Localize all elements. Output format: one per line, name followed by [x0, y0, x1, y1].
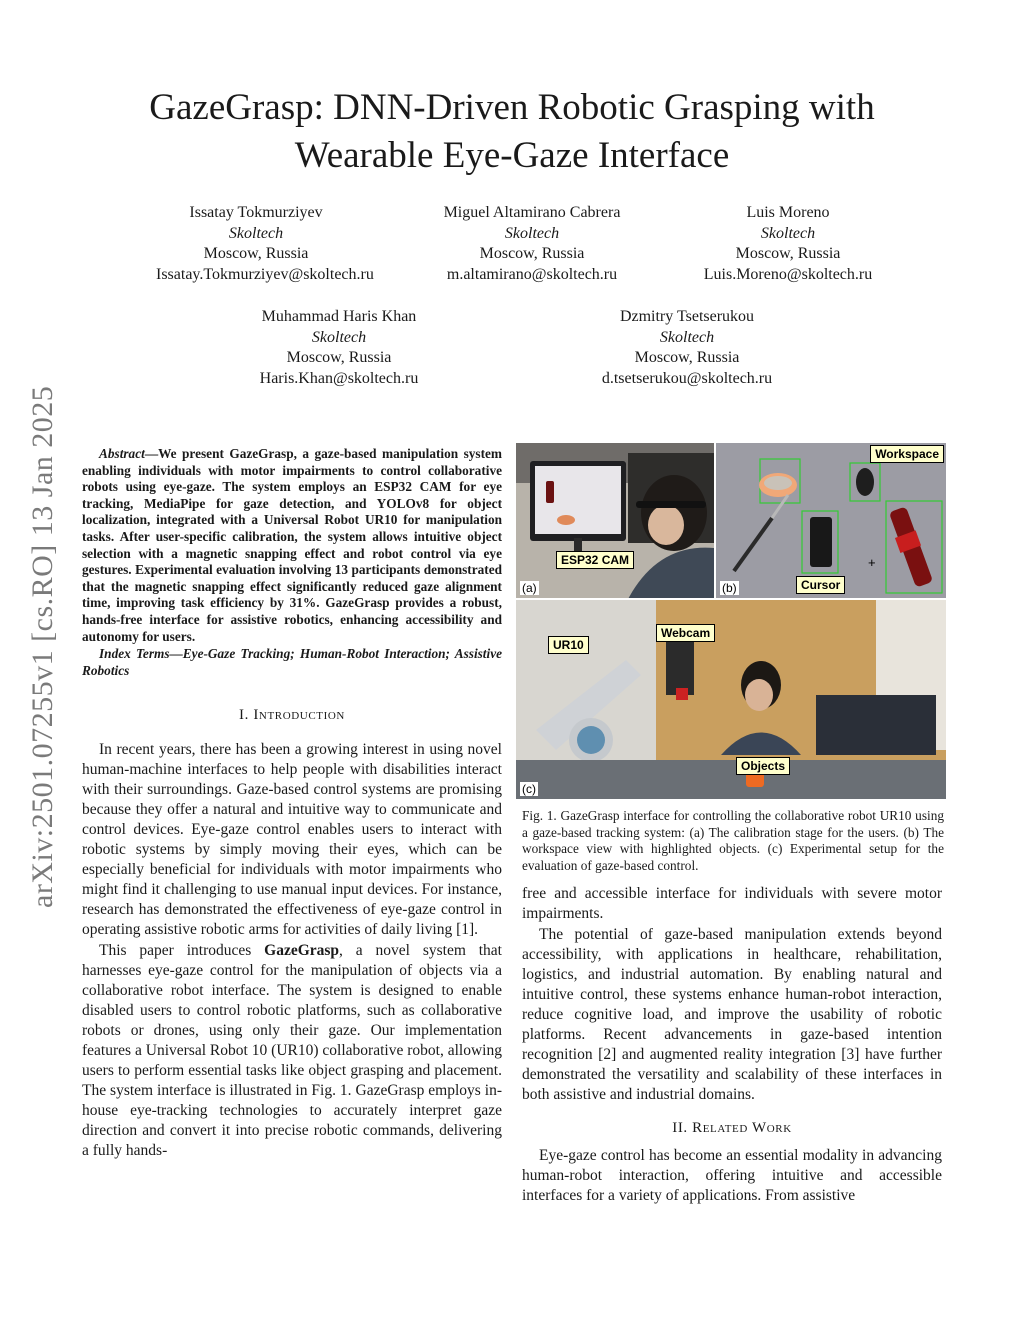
author-email: m.altamirano@skoltech.ru [446, 265, 618, 283]
author-block [414, 203, 650, 285]
paper-title [90, 84, 934, 180]
author-name: Muhammad Haris Khan [261, 308, 417, 325]
experiment-setup-photo [516, 600, 946, 799]
intro-paragraph-3: The potential of gaze-based manipulation extends beyond accessibility, with applications in healthcare, rehabilitation, logistics, and industrial automation. By enabling natural and intuitive control, these systems enhance human-robot interaction, reduce cognitive load, and improve the usability of robotic platforms. Recent advancements in gaze-based intention recognition [2] and augmented reality integration [3] have further demonstrated the versatility and scalability of these interfaces in both assistive and industrial domains. [522, 926, 942, 1103]
title-line-1: GazeGrasp: DNN-Driven Robotic Grasping with [149, 87, 875, 128]
author-name: Miguel Altamirano Cabrera [443, 204, 621, 221]
intro-p2-rest: , a novel system that harnesses eye-gaze control for the manipulation of objects via a collaborative robot interface. The system is designed to enable disabled users to control robotic platforms, such as collaborative robots or drones, using only their gaze. Our implementation features a Universal Robot 10 (UR10) collaborative robot, allowing users to perform essential tasks like object grasping and placement. The system interface is illustrated in Fig. 1. GazeGrasp employs in-house eye-tracking technologies to accurately interpret gaze direction and convert it into precise robotic commands, delivering a fully hands- [82, 942, 502, 1160]
panel-label-a: (a) [522, 581, 537, 595]
calibration-photo [516, 443, 714, 598]
tag-ur10: UR10 [548, 636, 589, 654]
author-location: Moscow, Russia [479, 245, 585, 263]
panel-label-c: (c) [522, 782, 536, 796]
abstract-text: —We present GazeGrasp, a gaze-based manipulation system enabling individuals with motor impairments to control collaborative robots using eye-gaze. The system employs an ESP32 CAM for eye tracking, MediaPipe for gaze detection, and YOLOv8 for object localization, integrated with a Universal Robot UR10 for manipulation tasks. After user-specific calibration, the system allows intuitive object selection with a magnetic snapping effect and robot control via eye gestures. Experimental evaluation involving 13 participants demonstrated that the magnetic snapping effect significantly reduced gaze alignment time, improving task efficiency by 31%. GazeGrasp provides a robust, hands-free interface for assistive robotics, enhancing accessibility and autonomy for users. [82, 446, 502, 644]
author-affiliation: Skoltech [311, 328, 367, 346]
author-affiliation: Skoltech [659, 328, 715, 346]
author-name: Issatay Tokmurziyev [189, 204, 323, 221]
arxiv-identifier: arXiv:2501.07255v1 [cs.RO] 13 Jan 2025 [26, 385, 59, 909]
intro-p2-start: This paper introduces [99, 942, 265, 960]
section-heading-introduction: I. Introduction [239, 707, 345, 724]
author-email: Issatay.Tokmurziyev@skoltech.ru [156, 265, 374, 283]
author-location: Moscow, Russia [735, 245, 841, 263]
tag-cursor: Cursor [796, 576, 845, 594]
author-block [686, 203, 890, 285]
figure-panel-b [716, 443, 946, 598]
author-email: Luis.Moreno@skoltech.ru [703, 265, 873, 283]
tag-objects: Objects [736, 757, 790, 775]
abstract [82, 446, 502, 645]
author-email: Haris.Khan@skoltech.ru [259, 369, 419, 387]
author-affiliation: Skoltech [504, 224, 560, 242]
figure-1 [516, 443, 946, 799]
intro-paragraph-2-continued: free and accessible interface for individuals with severe motor impairments. [522, 885, 942, 922]
author-block [238, 307, 440, 389]
index-terms [82, 646, 502, 679]
author-location: Moscow, Russia [203, 245, 309, 263]
index-terms-text: Index Terms—Eye-Gaze Tracking; Human-Robot Interaction; Assistive Robotics [82, 646, 502, 678]
author-name: Dzmitry Tsetserukou [619, 308, 755, 325]
author-block [586, 307, 788, 389]
figure-panel-a [516, 443, 714, 598]
author-location: Moscow, Russia [634, 349, 740, 367]
system-name-bold: GazeGrasp [264, 942, 340, 960]
author-affiliation: Skoltech [760, 224, 816, 242]
tag-workspace: Workspace [870, 445, 944, 463]
author-name: Luis Moreno [746, 204, 830, 221]
title-line-2: Wearable Eye-Gaze Interface [294, 135, 730, 176]
author-block [156, 203, 374, 285]
related-work-paragraph-1: Eye-gaze control has become an essential modality in advancing human-robot interaction, offering intuitive and accessible interfaces for a variety of applications. From assistive [522, 1147, 942, 1204]
author-email: d.tsetserukou@skoltech.ru [601, 369, 773, 387]
intro-paragraph-2 [82, 941, 502, 1161]
figure-panel-c [516, 600, 946, 799]
section-heading-related-work: II. Related Work [672, 1120, 792, 1136]
tag-esp32-cam: ESP32 CAM [556, 551, 634, 569]
intro-paragraph-1: In recent years, there has been a growing interest in using novel human-machine interfaces to help people with disabilities interact with their surroundings. Gaze-based control systems are promising because they offer a natural and intuitive way to communicate and control devices. Eye-gaze control enables users to interact with robotic systems by simply moving their eyes, which can be especially beneficial for individuals with motor impairments who might find it challenging to use manual input devices. For instance, research has demonstrated the effectiveness of eye-gaze control in operating assistive robotic arms for activities of daily living [1]. [82, 741, 502, 939]
tag-webcam: Webcam [656, 624, 715, 642]
left-column [82, 446, 502, 1161]
author-location: Moscow, Russia [286, 349, 392, 367]
panel-label-b: (b) [722, 581, 737, 595]
figure-1-caption: Fig. 1. GazeGrasp interface for controlling the collaborative robot UR10 using a gaze-based tracking system: (a) The calibration stage for the users. (b) The workspace view with highlighted objects. (c) Experimental setup for the evaluation of gaze-based control. [522, 808, 944, 873]
svg-text:+: + [868, 555, 876, 570]
workspace-photo [716, 443, 946, 598]
right-column [522, 884, 942, 1206]
author-affiliation: Skoltech [228, 224, 284, 242]
abstract-lead: Abstract [99, 446, 145, 461]
